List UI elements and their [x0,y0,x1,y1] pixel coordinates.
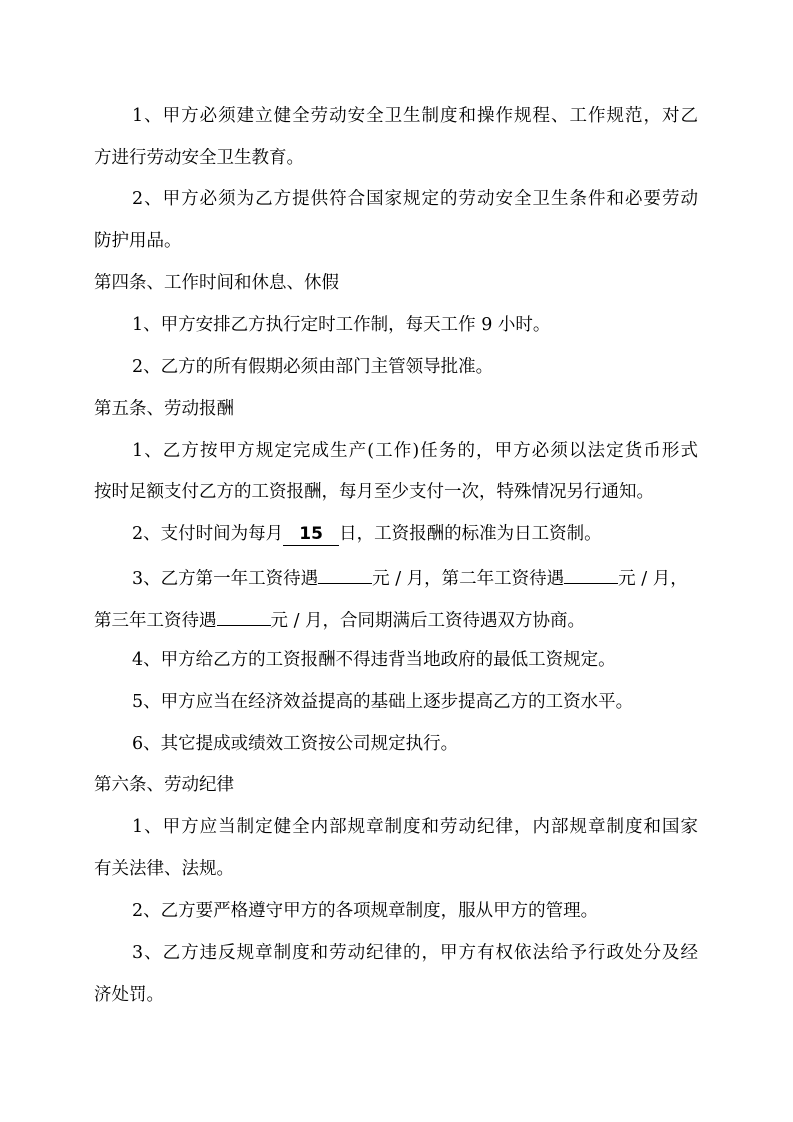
clause-6-3-line-2: 济处罚。 [94,985,164,1005]
second-year-salary-blank [564,561,618,584]
article-4-heading: 第四条、工作时间和休息、休假 [94,273,339,293]
clause-5-2 [132,519,602,549]
clause-5-3-text-a: 3、乙方第一年工资待遇 [132,569,319,589]
clause-4-1: 1、甲方安排乙方执行定时工作制，每天工作 9 小时。 [132,315,551,335]
clause-5-3-line-1 [132,561,688,591]
clause-6-1-line-2: 有关法律、法规。 [94,859,234,879]
clause-5-4: 4、甲方给乙方的工资报酬不得违背当地政府的最低工资规定。 [132,650,616,670]
clause-5-5: 5、甲方应当在经济效益提高的基础上逐步提高乙方的工资水平。 [132,692,634,712]
clause-3-1-line-1: 1、甲方必须建立健全劳动安全卫生制度和操作规程、工作规范，对乙 [132,106,698,126]
first-year-salary-blank [318,561,372,584]
clause-5-3-text-e: 元 / 月，合同期满后工资待遇双方协商。 [270,611,586,631]
clause-5-2-text-b: 日，工资报酬的标准为日工资制。 [339,524,602,544]
clause-3-2-line-1: 2、甲方必须为乙方提供符合国家规定的劳动安全卫生条件和必要劳动 [132,189,698,209]
clause-5-2-text-a: 2、支付时间为每月 [132,524,284,544]
clause-4-2: 2、乙方的所有假期必须由部门主管领导批准。 [132,357,494,377]
article-5-heading: 第五条、劳动报酬 [94,399,234,419]
clause-3-2-line-2: 防护用品。 [94,231,182,251]
clause-5-1-line-2: 按时足额支付乙方的工资报酬，每月至少支付一次，特殊情况另行通知。 [94,482,654,502]
clause-5-3-text-c: 元 / 月， [618,569,688,589]
clause-3-1-line-2: 方进行劳动安全卫生教育。 [94,148,304,168]
pay-day-field: 15 [283,523,339,546]
clause-6-2: 2、乙方要严格遵守甲方的各项规章制度，服从甲方的管理。 [132,901,599,921]
clause-5-3-text-b: 元 / 月，第二年工资待遇 [372,569,565,589]
clause-5-3-line-2 [94,603,585,633]
clause-6-1-line-1: 1、甲方应当制定健全内部规章制度和劳动纪律，内部规章制度和国家 [132,817,698,837]
clause-5-3-text-d: 第三年工资待遇 [94,611,217,631]
third-year-salary-blank [217,603,271,626]
clause-5-6: 6、其它提成或绩效工资按公司规定执行。 [132,734,459,754]
clause-5-1-line-1: 1、乙方按甲方规定完成生产(工作)任务的，甲方必须以法定货币形式 [132,441,698,461]
clause-6-3-line-1: 3、乙方违反规章制度和劳动纪律的，甲方有权依法给予行政处分及经 [132,943,698,963]
article-6-heading: 第六条、劳动纪律 [94,775,234,795]
